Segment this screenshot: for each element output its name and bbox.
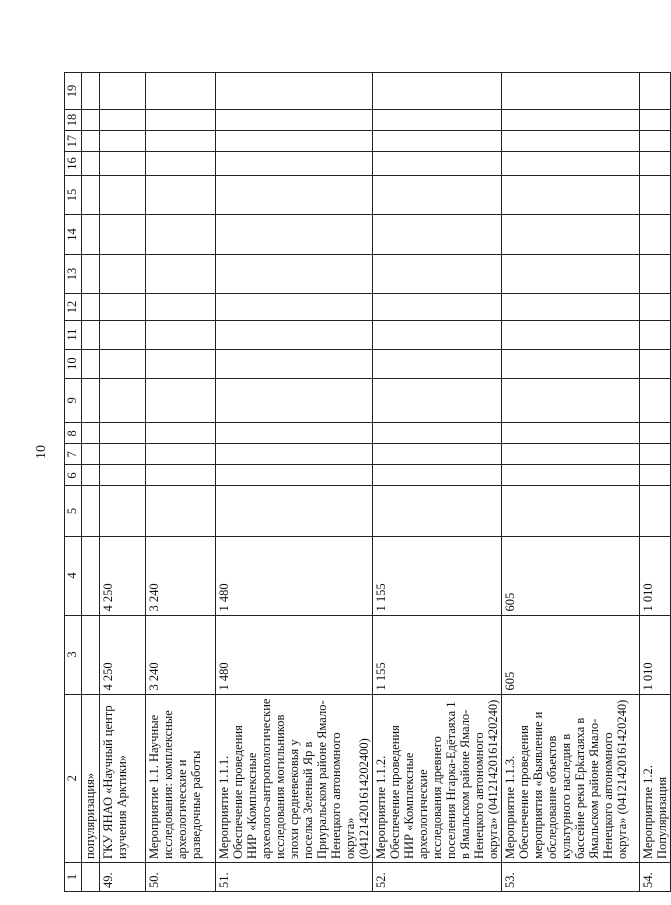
page-number: 10 [34,445,49,459]
empty-cell [640,254,671,294]
empty-cell [100,131,146,152]
empty-cell [640,465,671,486]
value-col4 [82,536,100,615]
column-header: 6 [65,465,82,486]
empty-cell [502,465,640,486]
column-header: 13 [65,254,82,294]
empty-cell [640,109,671,130]
empty-cell [640,378,671,423]
column-header: 19 [65,73,82,110]
empty-cell [502,349,640,378]
column-header: 11 [65,320,82,349]
empty-cell [373,175,502,215]
column-header: 7 [65,444,82,465]
empty-cell [216,320,373,349]
column-header: 16 [65,152,82,176]
row-name: Мероприятие 1.2. Популяризация [640,694,671,863]
table-row [373,73,502,892]
empty-cell [373,131,502,152]
empty-cell [502,294,640,320]
column-header: 17 [65,131,82,152]
value-col3: 1 480 [216,615,373,694]
empty-cell [146,378,216,423]
row-number [82,863,100,892]
empty-cell [373,349,502,378]
empty-cell [146,294,216,320]
column-header: 5 [65,486,82,536]
empty-cell [640,73,671,110]
empty-cell [82,320,100,349]
row-name: Мероприятие 1.1.2. Обеспечение проведения НИР «Комплексные археологические исследования древнего поселения Нгарка-Едётаяха 1 в Ямальском районе Ямало-Ненецкого автономного округа» (04121420161420240) [373,694,502,863]
empty-cell [100,294,146,320]
empty-cell [216,254,373,294]
budget-table [64,72,671,892]
value-col3: 1 155 [373,615,502,694]
empty-cell [502,254,640,294]
row-number: 50. [146,863,216,892]
empty-cell [502,152,640,176]
column-header: 9 [65,378,82,423]
column-header: 4 [65,536,82,615]
value-col4: 1 480 [216,536,373,615]
empty-cell [146,131,216,152]
empty-cell [502,423,640,444]
empty-cell [373,294,502,320]
empty-cell [216,349,373,378]
empty-cell [640,152,671,176]
value-col3: 3 240 [146,615,216,694]
value-col4: 1 155 [373,536,502,615]
empty-cell [82,73,100,110]
empty-cell [502,109,640,130]
empty-cell [146,152,216,176]
empty-cell [216,423,373,444]
empty-cell [100,378,146,423]
empty-cell [146,254,216,294]
empty-cell [146,349,216,378]
empty-cell [502,73,640,110]
row-number: 54. [640,863,671,892]
empty-cell [640,349,671,378]
empty-cell [82,349,100,378]
row-name: популяризация» [82,694,100,863]
empty-cell [100,444,146,465]
empty-cell [373,73,502,110]
empty-cell [100,423,146,444]
empty-cell [82,175,100,215]
empty-cell [373,486,502,536]
row-name: ГКУ ЯНАО «Научный центр изучения Арктики» [100,694,146,863]
row-number: 51. [216,863,373,892]
empty-cell [82,444,100,465]
empty-cell [100,152,146,176]
empty-cell [82,131,100,152]
empty-cell [640,423,671,444]
row-number: 52. [373,863,502,892]
empty-cell [640,320,671,349]
empty-cell [82,378,100,423]
empty-cell [146,465,216,486]
empty-cell [502,215,640,255]
empty-cell [373,423,502,444]
empty-cell [502,131,640,152]
empty-cell [640,486,671,536]
empty-cell [502,378,640,423]
rotated-table-sheet [64,72,669,892]
row-number: 49. [100,863,146,892]
row-name: Мероприятие 1.1. Научные исследования: комплексные археологические и разведочные работы [146,694,216,863]
empty-cell [216,131,373,152]
empty-cell [373,320,502,349]
row-name: Мероприятие 1.1.3. Обеспечение проведения мероприятия «Выявление и обследование объектов культурного наследия в бассейне реки Ерkатаяха в Ямальском районе Ямало-Ненецкого автономного округа» (04121420161420240) [502,694,640,863]
empty-cell [146,175,216,215]
empty-cell [100,465,146,486]
empty-cell [100,175,146,215]
empty-cell [216,215,373,255]
value-col3: 4 250 [100,615,146,694]
empty-cell [216,109,373,130]
empty-cell [146,109,216,130]
column-header: 14 [65,215,82,255]
empty-cell [100,73,146,110]
column-header: 18 [65,109,82,130]
value-col3: 605 [502,615,640,694]
column-header: 2 [65,694,82,863]
empty-cell [640,131,671,152]
empty-cell [640,444,671,465]
table-row [82,73,100,892]
empty-cell [502,320,640,349]
empty-cell [82,254,100,294]
empty-cell [100,215,146,255]
empty-cell [640,215,671,255]
column-header: 10 [65,349,82,378]
empty-cell [640,175,671,215]
empty-cell [373,378,502,423]
empty-cell [216,73,373,110]
row-number: 53. [502,863,640,892]
empty-cell [82,109,100,130]
value-col4: 1 010 [640,536,671,615]
header-row [65,73,82,892]
column-header: 15 [65,175,82,215]
empty-cell [373,109,502,130]
empty-cell [82,294,100,320]
empty-cell [100,349,146,378]
empty-cell [100,320,146,349]
empty-cell [146,444,216,465]
empty-cell [146,320,216,349]
value-col3 [82,615,100,694]
column-header: 3 [65,615,82,694]
value-col3: 1 010 [640,615,671,694]
empty-cell [373,465,502,486]
value-col4: 4 250 [100,536,146,615]
empty-cell [82,465,100,486]
empty-cell [82,215,100,255]
row-name: Мероприятие 1.1.1. Обеспечение проведения НИР «Комплексные археолого-антропологические исследования могильников эпохи средневековья у поселка Зеленый Яр в Приуральском районе Ямало-Ненецкого автономного округа» (041214201614202400) [216,694,373,863]
empty-cell [216,444,373,465]
empty-cell [82,486,100,536]
table-body [65,73,671,892]
empty-cell [502,444,640,465]
empty-cell [100,254,146,294]
empty-cell [373,444,502,465]
value-col4: 605 [502,536,640,615]
table-row [502,73,640,892]
empty-cell [373,152,502,176]
empty-cell [100,486,146,536]
empty-cell [373,254,502,294]
empty-cell [146,486,216,536]
table-row [640,73,671,892]
empty-cell [216,378,373,423]
empty-cell [82,152,100,176]
empty-cell [502,486,640,536]
empty-cell [216,175,373,215]
column-header: 12 [65,294,82,320]
empty-cell [146,215,216,255]
empty-cell [373,215,502,255]
empty-cell [146,73,216,110]
empty-cell [146,423,216,444]
column-header: 8 [65,423,82,444]
column-header: 1 [65,863,82,892]
table-row [216,73,373,892]
empty-cell [216,152,373,176]
value-col4: 3 240 [146,536,216,615]
table-row [146,73,216,892]
empty-cell [82,423,100,444]
empty-cell [216,294,373,320]
empty-cell [100,109,146,130]
table-row [100,73,146,892]
empty-cell [502,175,640,215]
empty-cell [216,486,373,536]
empty-cell [640,294,671,320]
empty-cell [216,465,373,486]
